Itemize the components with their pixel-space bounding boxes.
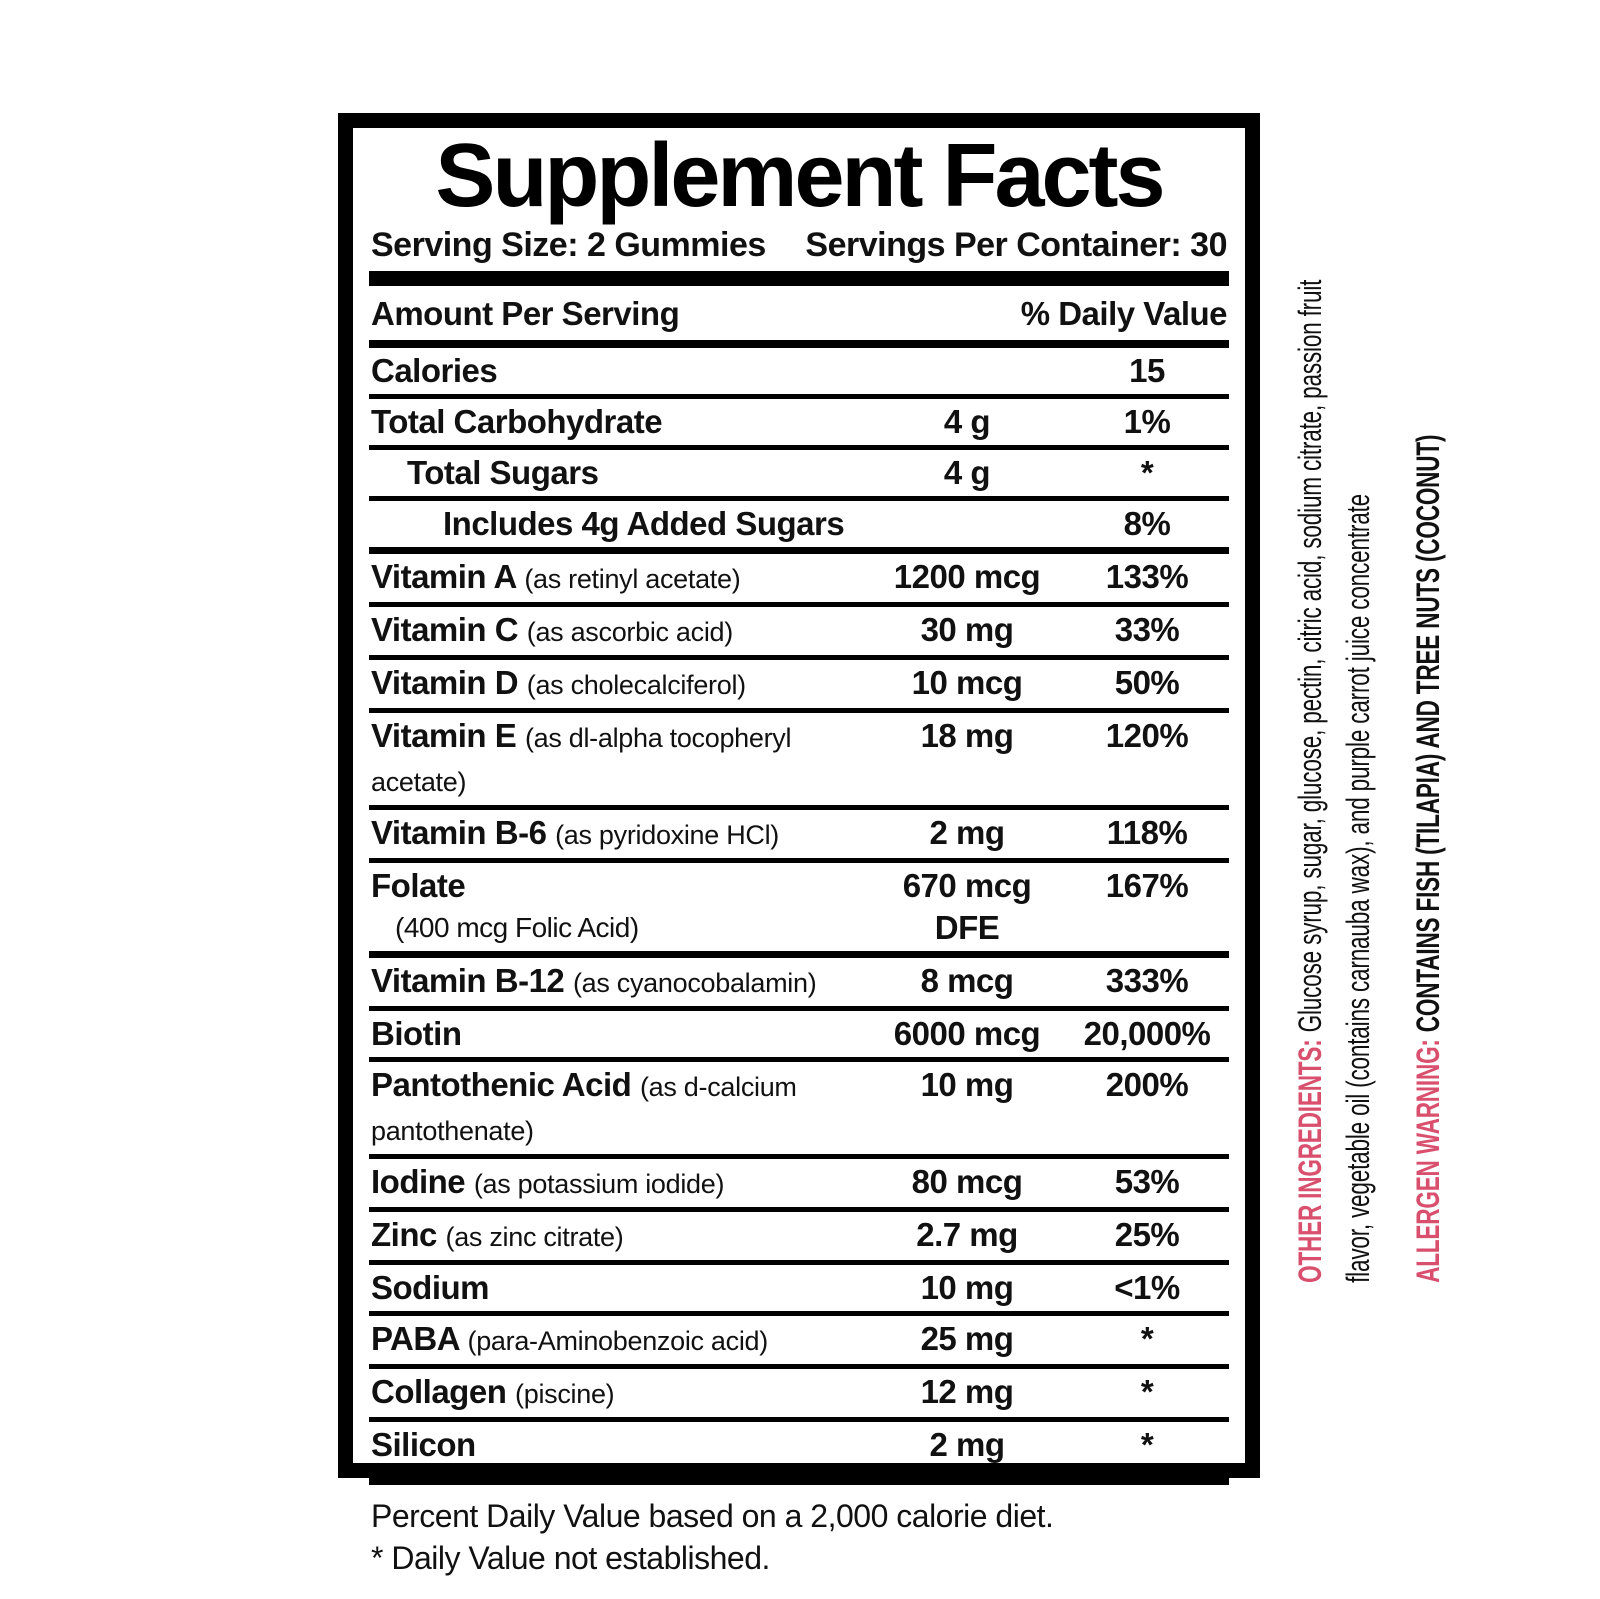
table-row xyxy=(369,713,1229,805)
nutrient-name: Vitamin E (as dl-alpha tocopheryl acetate) xyxy=(371,717,792,797)
row-divider xyxy=(369,547,1229,554)
other-ingredients-line2 xyxy=(1334,118,1382,1283)
nutrient-amount: 10 mg xyxy=(920,1269,1014,1306)
serving-size: Serving Size: 2 Gummies xyxy=(371,226,766,264)
table-header-row xyxy=(369,288,1229,340)
table-row xyxy=(369,554,1229,602)
nutrient-name: Vitamin D (as cholecalciferol) xyxy=(371,664,746,701)
nutrient-daily-value: 1% xyxy=(1123,403,1171,440)
nutrient-amount: 6000 mcg xyxy=(893,1015,1041,1052)
nutrient-amount: 10 mcg xyxy=(911,664,1023,701)
panel-title: Supplement Facts xyxy=(435,126,1163,226)
nutrient-daily-value: * xyxy=(1140,1426,1154,1463)
daily-value-header: % Daily Value xyxy=(1020,295,1227,332)
table-row xyxy=(369,1062,1229,1154)
other-ingredients-text2: flavor, vegetable oil (contains carnauba wax), and purple carrot juice concentrate xyxy=(1340,494,1376,1283)
nutrient-amount: 2 mg xyxy=(929,1426,1005,1463)
nutrient-daily-value: 120% xyxy=(1105,717,1189,754)
nutrient-daily-value: 133% xyxy=(1105,558,1189,595)
table-row xyxy=(369,1011,1229,1057)
nutrient-daily-value: * xyxy=(1140,1320,1154,1357)
table-row xyxy=(369,348,1229,394)
table-row xyxy=(369,660,1229,708)
table-row xyxy=(369,810,1229,858)
table-row xyxy=(369,399,1229,445)
nutrient-daily-value: 167% xyxy=(1105,867,1189,904)
nutrient-daily-value: 53% xyxy=(1114,1163,1180,1200)
table-row xyxy=(369,607,1229,655)
other-ingredients-text1: Glucose syrup, sugar, glucose, pectin, citric acid, sodium citrate, passion fruit xyxy=(1292,279,1328,1033)
nutrient-name: Vitamin B-6 (as pyridoxine HCl) xyxy=(371,814,779,851)
nutrient-name: Iodine (as potassium iodide) xyxy=(371,1163,725,1200)
table-row xyxy=(369,1212,1229,1260)
nutrient-name: Total Carbohydrate xyxy=(371,403,663,440)
table-row xyxy=(369,958,1229,1006)
nutrient-daily-value: 333% xyxy=(1105,962,1189,999)
footnote-not-established: * Daily Value not established. xyxy=(371,1540,770,1576)
nutrient-daily-value: 8% xyxy=(1123,505,1171,542)
nutrient-name: Total Sugars xyxy=(407,454,599,491)
allergen-warning-text: CONTAINS FISH (TILAPIA) AND TREE NUTS (COCONUT) xyxy=(1410,434,1446,1033)
allergen-warning-label: ALLERGEN WARNING: xyxy=(1410,1039,1446,1283)
nutrient-amount: 8 mcg xyxy=(920,962,1014,999)
nutrient-amount: 4 g xyxy=(943,454,991,491)
amount-per-serving-header: Amount Per Serving xyxy=(371,295,680,332)
table-row xyxy=(369,1159,1229,1207)
nutrient-daily-value: 50% xyxy=(1114,664,1180,701)
nutrient-daily-value: 200% xyxy=(1105,1066,1189,1103)
side-text-rotated xyxy=(1286,118,1452,1283)
allergen-warning-line xyxy=(1404,118,1452,1283)
nutrient-amount: 670 mcg DFE xyxy=(902,867,1032,946)
table-row xyxy=(369,1422,1229,1468)
nutrient-daily-value: * xyxy=(1140,454,1154,491)
nutrient-amount: 2 mg xyxy=(929,814,1005,851)
row-divider xyxy=(369,951,1229,958)
serving-row xyxy=(369,222,1229,271)
nutrient-amount: 18 mg xyxy=(920,717,1014,754)
other-ingredients-line1 xyxy=(1286,118,1334,1283)
table-row xyxy=(369,501,1229,547)
nutrient-name: Includes 4g Added Sugars xyxy=(443,505,845,542)
nutrient-daily-value: 20,000% xyxy=(1083,1015,1211,1052)
table-row xyxy=(369,1265,1229,1311)
nutrient-amount: 4 g xyxy=(943,403,991,440)
nutrient-name: Vitamin B-12 (as cyanocobalamin) xyxy=(371,962,817,999)
nutrient-daily-value: 15 xyxy=(1129,352,1165,389)
servings-per-container: Servings Per Container: 30 xyxy=(805,226,1227,264)
footnotes xyxy=(369,1485,1229,1579)
nutrient-daily-value: 118% xyxy=(1106,814,1188,851)
nutrient-table xyxy=(369,348,1229,1468)
nutrient-daily-value: <1% xyxy=(1114,1269,1180,1306)
nutrient-name: PABA (para-Aminobenzoic acid) xyxy=(371,1320,768,1357)
nutrient-name: Zinc (as zinc citrate) xyxy=(371,1216,624,1253)
nutrient-name: Folate (400 mcg Folic Acid) xyxy=(371,867,639,943)
footnote-daily-value: Percent Daily Value based on a 2,000 calorie diet. xyxy=(371,1498,1054,1534)
nutrient-name: Pantothenic Acid (as d-calcium pantothenate) xyxy=(371,1066,797,1146)
table-row xyxy=(369,863,1229,951)
table-row xyxy=(369,1369,1229,1417)
nutrient-name: Sodium xyxy=(371,1269,489,1306)
nutrient-amount: 80 mcg xyxy=(911,1163,1023,1200)
nutrient-name: Calories xyxy=(371,352,498,389)
nutrient-amount: 1200 mcg xyxy=(893,558,1041,595)
table-row xyxy=(369,450,1229,496)
nutrient-name: Collagen (piscine) xyxy=(371,1373,615,1410)
divider-heavy-bottom xyxy=(369,1472,1229,1485)
nutrient-name: Vitamin A (as retinyl acetate) xyxy=(371,558,741,595)
nutrient-amount: 30 mg xyxy=(920,611,1014,648)
nutrient-daily-value: 25% xyxy=(1114,1216,1180,1253)
divider-under-header xyxy=(369,340,1229,348)
other-ingredients-label: OTHER INGREDIENTS: xyxy=(1292,1039,1328,1283)
nutrient-amount: 10 mg xyxy=(920,1066,1014,1103)
nutrient-amount: 12 mg xyxy=(920,1373,1014,1410)
divider-heavy-top xyxy=(369,271,1229,286)
nutrient-amount: 2.7 mg xyxy=(916,1216,1018,1253)
nutrient-name: Vitamin C (as ascorbic acid) xyxy=(371,611,733,648)
supplement-facts-panel xyxy=(338,113,1260,1576)
nutrient-name: Biotin xyxy=(371,1015,462,1052)
nutrient-daily-value: 33% xyxy=(1114,611,1180,648)
nutrient-daily-value: * xyxy=(1140,1373,1154,1410)
nutrient-name: Silicon xyxy=(371,1426,476,1463)
table-row xyxy=(369,1316,1229,1364)
side-text xyxy=(1286,118,1458,1283)
nutrient-amount: 25 mg xyxy=(920,1320,1014,1357)
